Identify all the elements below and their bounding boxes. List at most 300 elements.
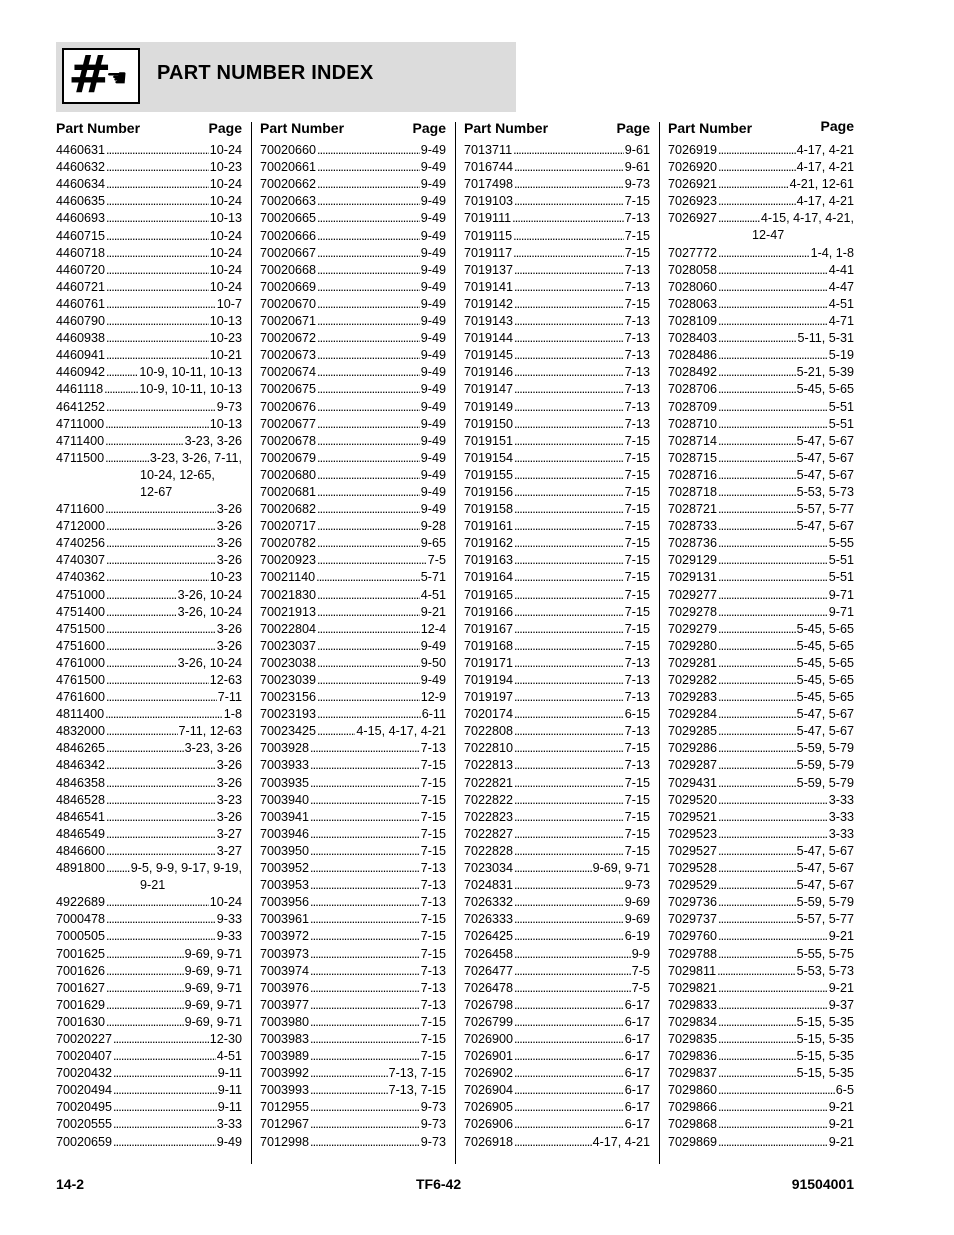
index-entry xyxy=(56,1048,242,1065)
page-reference: 1-8 xyxy=(223,707,242,722)
dot-leader xyxy=(514,347,624,364)
part-number: 4460761 xyxy=(56,296,106,311)
page-reference: 3-23, 3-26 xyxy=(184,741,242,756)
part-number: 7023034 xyxy=(464,861,514,876)
part-number: 4460631 xyxy=(56,143,106,158)
index-entry xyxy=(260,1099,446,1116)
part-number: 70020666 xyxy=(260,228,317,243)
dot-leader xyxy=(310,928,420,945)
part-number: 7029521 xyxy=(668,809,718,824)
index-entry xyxy=(464,193,650,210)
index-entry xyxy=(260,877,446,894)
index-entry xyxy=(260,1014,446,1031)
index-entry xyxy=(668,911,854,928)
index-entry xyxy=(260,757,446,774)
index-entry xyxy=(464,484,650,501)
part-number: 4460720 xyxy=(56,262,106,277)
page-header: Page xyxy=(412,120,446,136)
part-number: 7029527 xyxy=(668,843,718,858)
part-number: 4460715 xyxy=(56,228,106,243)
page-reference: 9-33 xyxy=(216,912,242,927)
page-reference: 5-59, 5-79 xyxy=(796,741,854,756)
column-header xyxy=(668,118,854,142)
part-number: 7003961 xyxy=(260,912,310,927)
index-entry xyxy=(56,193,242,210)
page-reference: 9-49 xyxy=(420,296,446,311)
part-number: 7026477 xyxy=(464,963,514,978)
part-number: 7019137 xyxy=(464,262,514,277)
page-reference: 9-49 xyxy=(420,502,446,517)
page-reference: 3-23, 3-26, 7-11, xyxy=(149,450,242,465)
dot-leader xyxy=(317,262,420,279)
part-number: 4846541 xyxy=(56,809,106,824)
page-reference: 3-26 xyxy=(216,758,242,773)
index-entry xyxy=(56,330,242,347)
part-number: 70020675 xyxy=(260,382,317,397)
dot-leader xyxy=(106,826,216,843)
dot-leader xyxy=(317,416,420,433)
dot-leader xyxy=(718,262,828,279)
page-reference: 9-21 xyxy=(828,1100,854,1115)
page-reference: 9-49 xyxy=(420,433,446,448)
index-entry xyxy=(56,1031,242,1048)
index-entry xyxy=(56,860,242,877)
page-reference: 7-13 xyxy=(624,331,650,346)
column-divider xyxy=(659,122,660,1164)
page-reference: 3-26 xyxy=(216,553,242,568)
page-reference: 9-28 xyxy=(420,519,446,534)
index-entry xyxy=(464,552,650,569)
index-entry xyxy=(260,262,446,279)
dot-leader xyxy=(106,1014,184,1031)
dot-leader xyxy=(718,193,796,210)
part-number: 7019154 xyxy=(464,450,514,465)
dot-leader xyxy=(514,1134,592,1151)
part-number: 7000505 xyxy=(56,929,106,944)
part-number: 7028716 xyxy=(668,467,718,482)
dot-leader xyxy=(718,245,810,262)
column-header xyxy=(56,118,242,142)
dot-leader xyxy=(106,604,177,621)
dot-leader xyxy=(106,279,209,296)
dot-leader xyxy=(514,518,624,535)
dot-leader xyxy=(718,330,796,347)
dot-leader xyxy=(718,210,760,227)
dot-leader xyxy=(514,364,624,381)
dot-leader xyxy=(514,1014,624,1031)
page-reference: 5-53, 5-73 xyxy=(796,484,854,499)
footer-page-number: 14-2 xyxy=(56,1176,85,1192)
index-entry xyxy=(464,774,650,791)
page-reference: 3-26 xyxy=(216,809,242,824)
part-number: 7028403 xyxy=(668,331,718,346)
part-number: 70022804 xyxy=(260,621,317,636)
dot-leader xyxy=(514,911,624,928)
page-reference: 9-49 xyxy=(420,382,446,397)
index-entry xyxy=(260,193,446,210)
index-entry xyxy=(668,792,854,809)
page-reference: 7-13 xyxy=(624,211,650,226)
dot-leader xyxy=(718,159,796,176)
dot-leader xyxy=(106,228,209,245)
dot-leader xyxy=(310,1065,388,1082)
page-reference: 6-19 xyxy=(624,929,650,944)
page-reference: 5-47, 5-67 xyxy=(796,707,854,722)
index-entry xyxy=(260,535,446,552)
page-reference: 7-15 xyxy=(420,912,446,927)
page-reference: 3-33 xyxy=(828,826,854,841)
dot-leader xyxy=(718,518,796,535)
index-entry xyxy=(56,1133,242,1150)
part-number: 7026905 xyxy=(464,1100,514,1115)
part-number: 7029837 xyxy=(668,1066,718,1081)
dot-leader xyxy=(718,569,828,586)
dot-leader xyxy=(718,587,828,604)
page-reference: 7-11 xyxy=(217,690,242,705)
page-reference-continued: 10-24, 12-65, xyxy=(140,467,215,482)
page-reference: 7-15 xyxy=(624,450,650,465)
part-number: 4460941 xyxy=(56,348,106,363)
part-number: 70020782 xyxy=(260,536,317,551)
index-entry xyxy=(668,706,854,723)
index-entry xyxy=(56,535,242,552)
page-reference: 4-21, 12-61 xyxy=(789,177,854,192)
index-entry xyxy=(260,860,446,877)
part-number: 70020494 xyxy=(56,1083,113,1098)
page-reference: 7-15 xyxy=(420,1014,446,1029)
index-entry xyxy=(260,792,446,809)
part-number: 4712000 xyxy=(56,519,106,534)
page-reference: 5-47, 5-67 xyxy=(796,878,854,893)
page-reference: 9-11 xyxy=(217,1083,242,1098)
dot-leader xyxy=(317,142,420,159)
index-column-2 xyxy=(260,118,446,1151)
dot-leader xyxy=(514,467,624,484)
page-reference: 10-24 xyxy=(209,194,242,209)
page-reference: 7-13 xyxy=(624,690,650,705)
index-entry xyxy=(668,638,854,655)
dot-leader xyxy=(718,467,796,484)
part-number: 7019149 xyxy=(464,399,514,414)
dot-leader xyxy=(718,142,796,159)
part-number: 7019194 xyxy=(464,673,514,687)
index-entry xyxy=(260,689,446,706)
dot-leader xyxy=(113,1031,209,1048)
index-entry xyxy=(260,740,446,757)
page-reference: 4-17, 4-21 xyxy=(796,143,854,158)
dot-leader xyxy=(106,193,209,210)
part-number: 7019167 xyxy=(464,621,514,636)
part-number: 70020681 xyxy=(260,484,317,499)
page-reference: 10-23 xyxy=(209,160,242,175)
dot-leader xyxy=(106,997,184,1014)
dot-leader xyxy=(310,1082,388,1099)
dot-leader xyxy=(106,399,216,416)
dot-leader xyxy=(514,399,624,416)
index-entry xyxy=(56,621,242,638)
dot-leader xyxy=(310,980,420,997)
index-entry xyxy=(260,1031,446,1048)
page-reference: 3-33 xyxy=(828,809,854,824)
dot-leader xyxy=(317,193,420,210)
part-number: 7003940 xyxy=(260,792,310,807)
page-reference: 7-15 xyxy=(420,843,446,858)
dot-leader xyxy=(106,946,184,963)
index-entry xyxy=(464,176,650,193)
dot-leader xyxy=(310,860,420,877)
dot-leader xyxy=(113,1065,217,1082)
page-reference: 5-71 xyxy=(420,570,446,585)
part-number: 4711600 xyxy=(56,502,105,517)
index-entry xyxy=(56,450,242,467)
dot-leader xyxy=(514,672,624,689)
part-number-header: Part Number xyxy=(464,120,549,136)
index-entry xyxy=(668,364,854,381)
page-reference: 9-49 xyxy=(420,450,446,465)
dot-leader xyxy=(106,142,209,159)
page-reference: 9-71 xyxy=(828,587,854,602)
index-entry xyxy=(260,159,446,176)
part-number: 4922689 xyxy=(56,895,106,910)
index-entry xyxy=(260,672,446,689)
dot-leader xyxy=(514,1065,624,1082)
page-reference: 5-15, 5-35 xyxy=(796,1031,854,1046)
page-reference: 5-55, 5-75 xyxy=(796,946,854,961)
page-reference: 9-49 xyxy=(420,262,446,277)
hash-pointing-hand-icon xyxy=(62,45,140,105)
index-entry xyxy=(464,792,650,809)
dot-leader xyxy=(317,655,420,672)
index-entry xyxy=(260,227,446,244)
index-entry xyxy=(668,142,854,159)
dot-leader xyxy=(514,963,631,980)
dot-leader xyxy=(718,894,796,911)
page-reference: 1-4, 1-8 xyxy=(810,245,854,260)
dot-leader xyxy=(718,877,796,894)
page-reference: 9-5, 9-9, 9-17, 9-19, xyxy=(130,861,242,876)
dot-leader xyxy=(514,894,624,911)
page-reference: 5-45, 5-65 xyxy=(796,621,854,636)
index-entry xyxy=(260,1048,446,1065)
index-entry xyxy=(260,484,446,501)
dot-leader xyxy=(514,381,624,398)
index-entry xyxy=(56,1099,242,1116)
dot-leader xyxy=(718,1031,796,1048)
index-entry xyxy=(464,142,650,159)
page-reference: 3-26 xyxy=(216,775,242,790)
page-reference: 5-45, 5-65 xyxy=(796,638,854,653)
part-number: 7019145 xyxy=(464,348,514,363)
part-number: 7029866 xyxy=(668,1100,718,1115)
dot-leader xyxy=(718,826,828,843)
part-number: 7022808 xyxy=(464,724,514,739)
dot-leader xyxy=(514,193,624,210)
dot-leader xyxy=(106,740,184,757)
page-reference: 9-50 xyxy=(420,655,446,670)
page-reference: 4-15, 4-17, 4-21, xyxy=(760,211,854,226)
page-reference: 5-53, 5-73 xyxy=(796,963,854,978)
dot-leader xyxy=(514,296,624,313)
index-entry xyxy=(56,894,242,911)
index-entry xyxy=(464,706,650,723)
part-number: 7029821 xyxy=(668,980,718,995)
dot-leader xyxy=(718,450,796,467)
page-reference: 5-47, 5-67 xyxy=(796,450,854,465)
part-number: 70020495 xyxy=(56,1100,113,1115)
page-reference: 7-15 xyxy=(420,1031,446,1046)
part-number: 7019171 xyxy=(464,655,514,670)
part-number: 4846549 xyxy=(56,826,106,841)
page-reference: 7-15 xyxy=(624,502,650,517)
page-reference: 7-15 xyxy=(420,826,446,841)
part-number: 7022827 xyxy=(464,826,514,841)
page-reference: 5-45, 5-65 xyxy=(796,673,854,687)
dot-leader xyxy=(718,604,828,621)
index-entry xyxy=(464,159,650,176)
page-reference: 9-69, 9-71 xyxy=(184,1014,242,1029)
page-reference: 7-15 xyxy=(624,621,650,636)
index-entry xyxy=(464,569,650,586)
index-entry xyxy=(56,774,242,791)
index-entry xyxy=(464,1116,650,1133)
page-reference: 7-15 xyxy=(420,809,446,824)
dot-leader xyxy=(317,723,355,740)
page-reference: 9-73 xyxy=(420,1100,446,1115)
page-reference: 7-13 xyxy=(624,673,650,687)
part-number: 7029811 xyxy=(668,963,717,978)
dot-leader xyxy=(106,210,209,227)
part-number: 70020407 xyxy=(56,1049,113,1064)
part-number: 7029431 xyxy=(668,775,718,790)
index-entry xyxy=(668,296,854,313)
page-reference: 6-17 xyxy=(624,997,650,1012)
part-number: 7003953 xyxy=(260,878,310,893)
dot-leader xyxy=(514,792,624,809)
page-reference: 5-45, 5-65 xyxy=(796,382,854,397)
page-reference: 6-17 xyxy=(624,1083,650,1098)
page-reference: 3-26 xyxy=(216,519,242,534)
part-number: 70020661 xyxy=(260,160,317,175)
part-number: 70020672 xyxy=(260,331,317,346)
dot-leader xyxy=(514,176,624,193)
index-entry xyxy=(668,826,854,843)
index-entry xyxy=(668,723,854,740)
index-entry xyxy=(260,1133,446,1150)
part-number: 7001625 xyxy=(56,946,106,961)
page-reference: 7-13 xyxy=(624,279,650,294)
index-entry xyxy=(668,552,854,569)
dot-leader xyxy=(105,501,216,518)
dot-leader xyxy=(106,723,177,740)
part-number: 7019155 xyxy=(464,467,514,482)
page-reference: 6-5 xyxy=(835,1083,854,1098)
part-number: 70020717 xyxy=(260,519,317,534)
part-number: 4846342 xyxy=(56,758,106,773)
page-reference: 3-26 xyxy=(216,638,242,653)
part-number: 70020659 xyxy=(56,1134,113,1149)
page-reference: 10-13 xyxy=(209,314,242,329)
dot-leader xyxy=(317,501,420,518)
dot-leader xyxy=(718,1099,828,1116)
part-number: 4460938 xyxy=(56,331,106,346)
dot-leader xyxy=(513,228,624,245)
dot-leader xyxy=(718,980,828,997)
index-entry xyxy=(260,1082,446,1099)
dot-leader xyxy=(514,740,624,757)
index-entry xyxy=(260,774,446,791)
part-number: 7022828 xyxy=(464,843,514,858)
part-number: 4740256 xyxy=(56,536,106,551)
dot-leader xyxy=(718,416,828,433)
dot-leader xyxy=(106,809,216,826)
index-entry xyxy=(464,450,650,467)
page-reference: 9-49 xyxy=(420,314,446,329)
page-reference: 10-23 xyxy=(209,570,242,585)
part-number: 7027772 xyxy=(668,245,718,260)
part-number: 7026906 xyxy=(464,1117,514,1132)
dot-leader xyxy=(106,672,209,689)
part-number: 7029277 xyxy=(668,587,718,602)
dot-leader xyxy=(718,313,828,330)
index-entry xyxy=(464,1031,650,1048)
dot-leader xyxy=(106,296,216,313)
dot-leader xyxy=(310,740,420,757)
dot-leader xyxy=(317,689,420,706)
page-reference: 6-17 xyxy=(624,1049,650,1064)
dot-leader xyxy=(310,1014,420,1031)
page-reference: 9-69, 9-71 xyxy=(184,963,242,978)
part-number: 70020665 xyxy=(260,211,317,226)
index-entry xyxy=(56,911,242,928)
dot-leader xyxy=(317,433,420,450)
part-number: 7019141 xyxy=(464,279,514,294)
part-number: 70020667 xyxy=(260,245,317,260)
footer-model: TF6-42 xyxy=(416,1176,462,1192)
part-number: 7026902 xyxy=(464,1066,514,1081)
dot-leader xyxy=(718,775,796,792)
dot-leader xyxy=(718,433,796,450)
index-entry xyxy=(260,997,446,1014)
dot-leader xyxy=(317,518,420,535)
dot-leader xyxy=(317,210,420,227)
page-reference: 9-49 xyxy=(420,467,446,482)
page-reference: 7-13 xyxy=(420,997,446,1012)
index-entry xyxy=(260,1116,446,1133)
part-number: 7019161 xyxy=(464,519,514,534)
page-reference: 9-69 xyxy=(624,912,650,927)
page-reference: 6-17 xyxy=(624,1100,650,1115)
part-number: 7003928 xyxy=(260,741,310,756)
page-reference: 9-69, 9-71 xyxy=(592,861,650,876)
dot-leader xyxy=(310,1116,420,1133)
index-entry xyxy=(260,809,446,826)
dot-leader xyxy=(106,792,216,809)
part-number: 4761500 xyxy=(56,673,106,687)
index-entry xyxy=(464,279,650,296)
part-number: 7012998 xyxy=(260,1134,310,1149)
part-number: 7019168 xyxy=(464,638,514,653)
page-reference: 9-49 xyxy=(420,365,446,380)
page-reference: 10-21 xyxy=(209,348,242,363)
dot-leader xyxy=(106,347,209,364)
page-reference: 7-15 xyxy=(624,775,650,790)
part-number: 7016744 xyxy=(464,160,514,175)
index-entry xyxy=(56,1014,242,1031)
index-entry xyxy=(464,672,650,689)
index-entry xyxy=(464,1048,650,1065)
part-number: 7001629 xyxy=(56,997,106,1012)
index-entry xyxy=(464,809,650,826)
